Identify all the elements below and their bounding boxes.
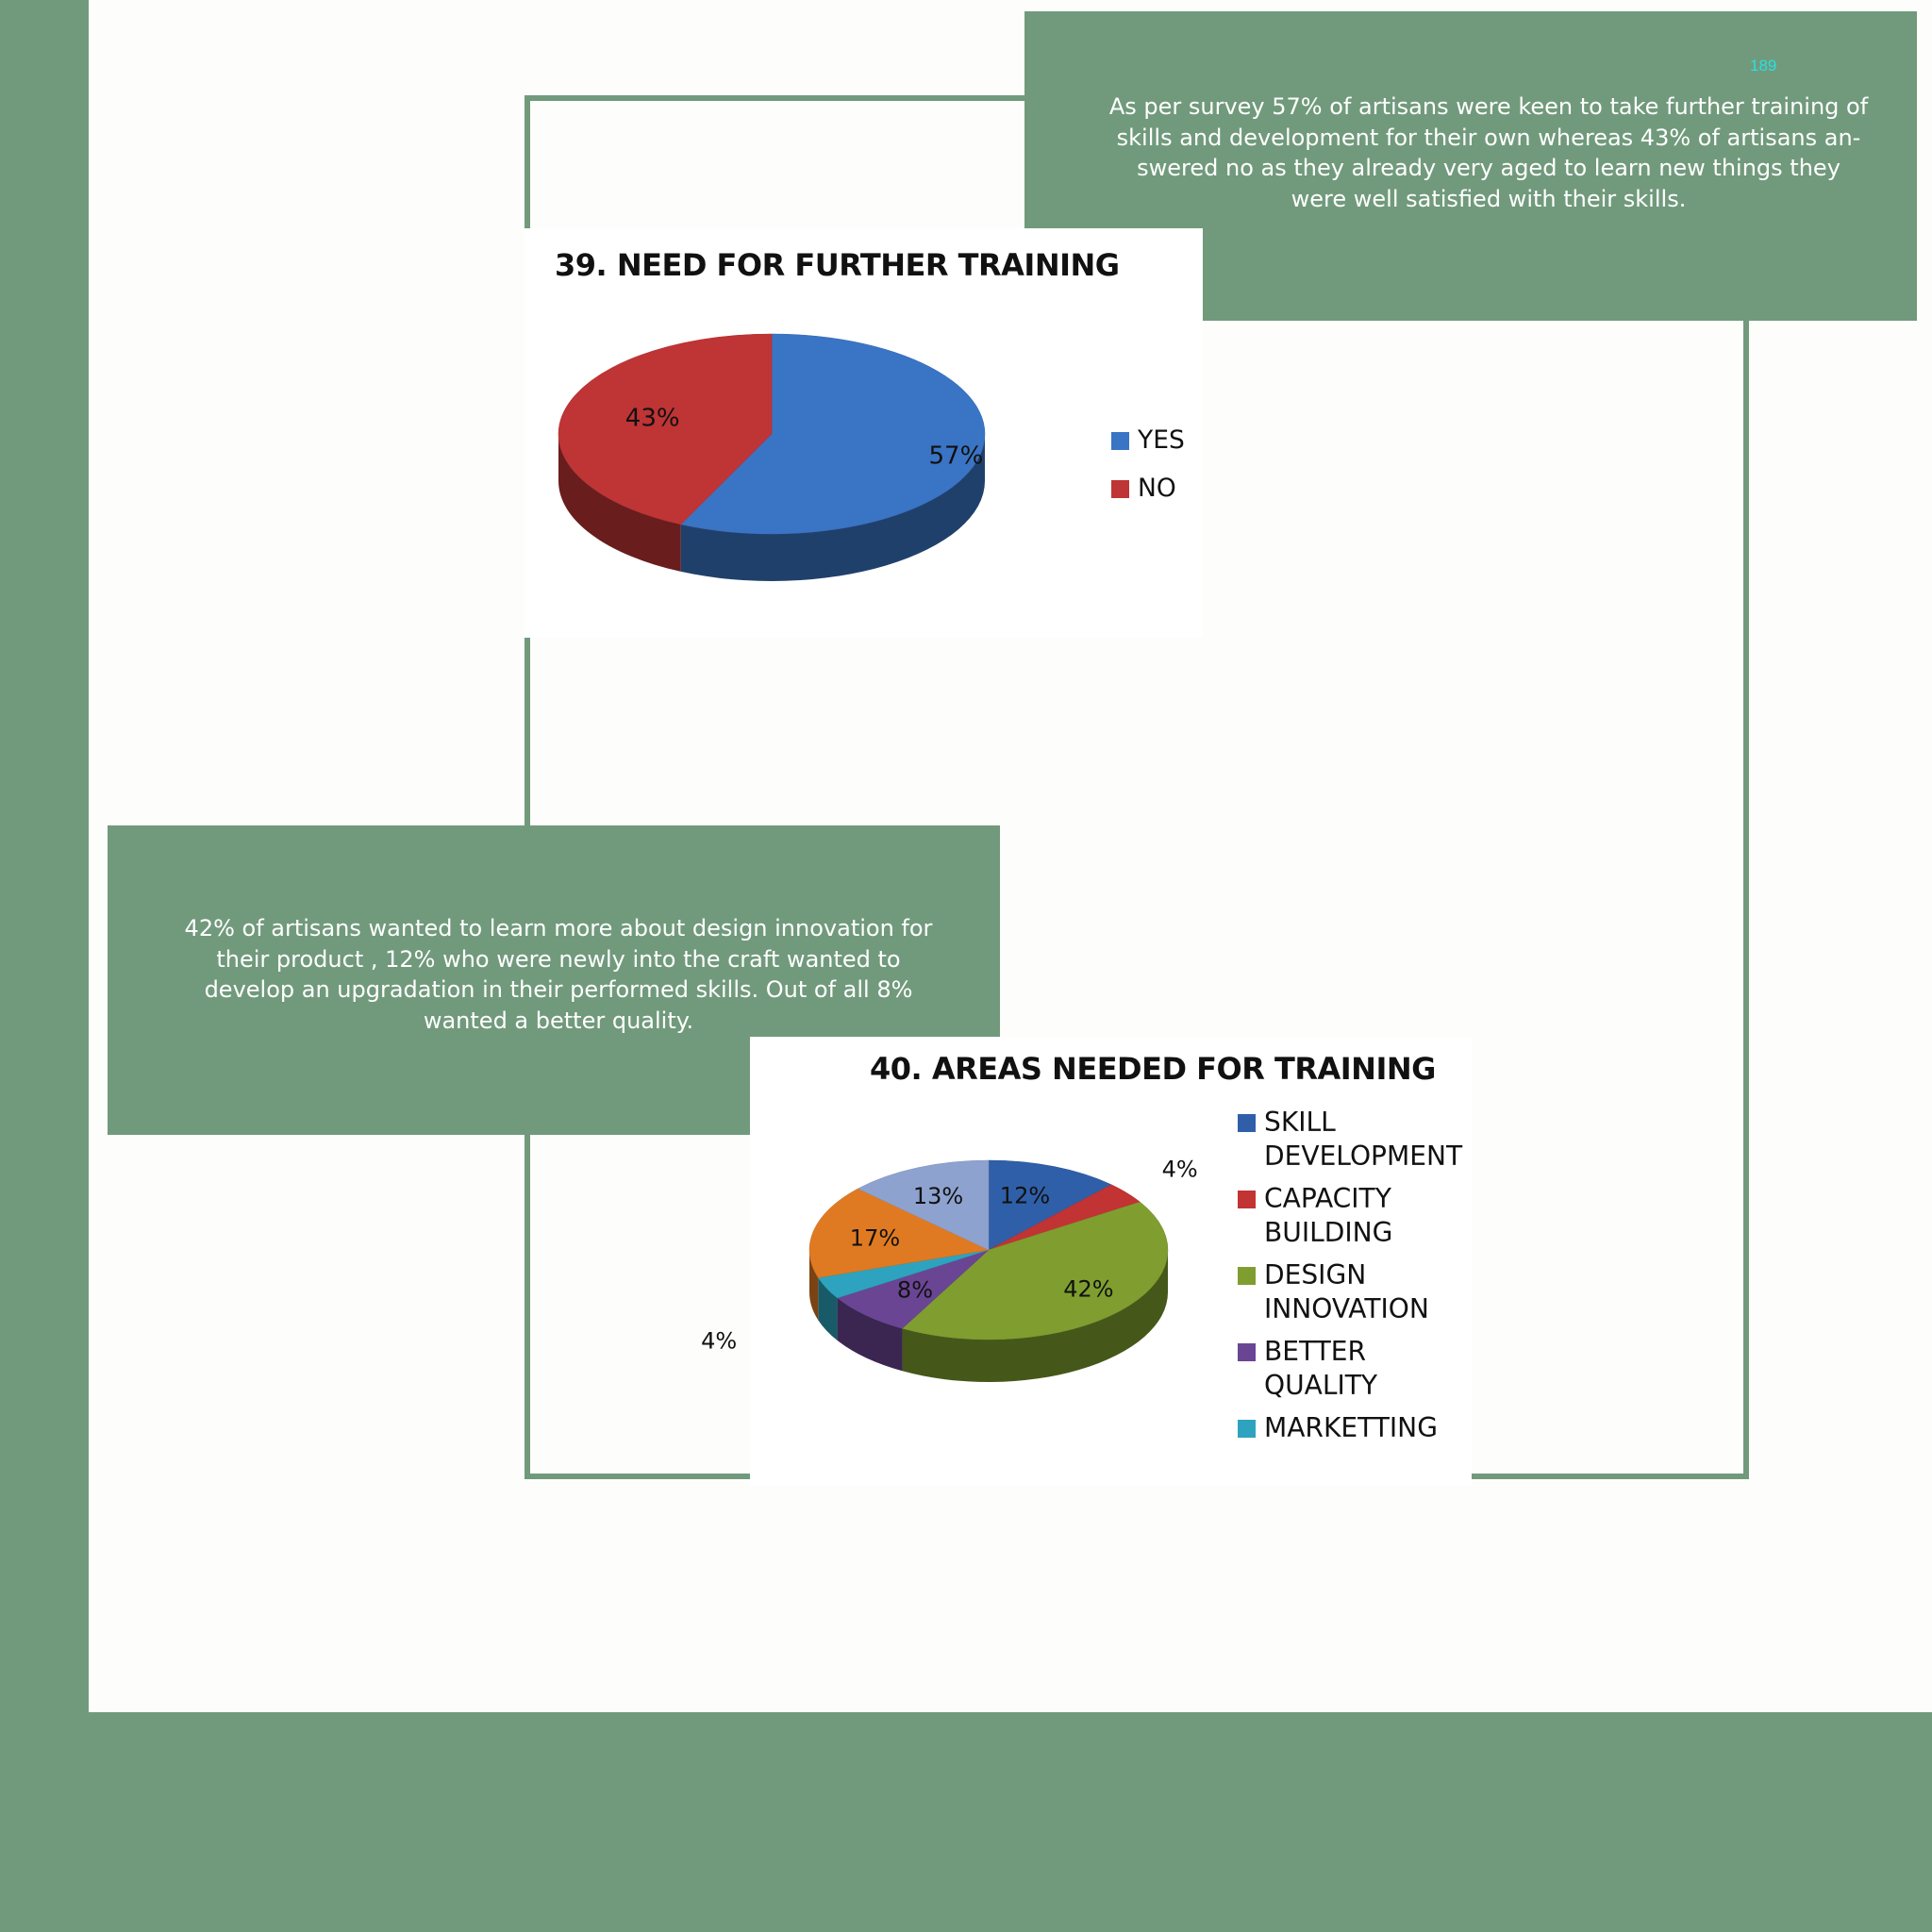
chart2-data-label-0: 12% <box>999 1182 1051 1209</box>
chart1-data-label-0: 57% <box>928 441 984 471</box>
chart1-title: 39. NEED FOR FURTHER TRAINING <box>555 247 1120 283</box>
chart2-pie <box>701 1113 1226 1415</box>
legend2-swatch-4 <box>1238 1420 1256 1438</box>
legend2-entry-2 <box>1238 1258 1429 1326</box>
legend1-entry-1 <box>1111 473 1176 505</box>
bottom-band <box>23 1712 1932 1932</box>
chart2-title: 40. AREAS NEEDED FOR TRAINING <box>870 1051 1436 1087</box>
middle-note-text: 42% of artisans wanted to learn more about design innovation for their product , 12% who were newly into the craft wanted to develop an upgradation in their performed skills. Out of all 8% wanted a better quality. <box>184 915 933 1034</box>
chart2-data-label-2: 42% <box>1063 1275 1114 1303</box>
legend2-entry-4 <box>1238 1411 1438 1445</box>
legend2-swatch-2 <box>1238 1267 1256 1285</box>
middle-note-panel-ext <box>108 1037 750 1135</box>
chart2-data-label-1: 4% <box>1161 1156 1198 1183</box>
legend1-entry-0 <box>1111 425 1185 457</box>
legend2-entry-0 <box>1238 1106 1462 1174</box>
legend2-swatch-0 <box>1238 1114 1256 1132</box>
legend2-entry-1 <box>1238 1182 1392 1250</box>
page-number: 189 <box>1750 57 1777 75</box>
chart2-data-label-4: 4% <box>701 1327 738 1355</box>
legend2-swatch-1 <box>1238 1191 1256 1208</box>
chart2-data-label-5: 17% <box>849 1224 901 1252</box>
chart2-data-label-3: 8% <box>896 1276 934 1304</box>
legend2-label-2: DESIGN INNOVATION <box>1264 1259 1429 1324</box>
legend1-label-0: YES <box>1138 425 1185 455</box>
chart1-pie <box>528 311 1000 594</box>
chart2-data-label-6: 13% <box>912 1183 964 1210</box>
legend2-entry-3 <box>1238 1335 1377 1403</box>
top-note-panel-ext <box>1203 228 1917 321</box>
legend2-label-1: CAPACITY BUILDING <box>1264 1183 1393 1248</box>
legend2-label-3: BETTER QUALITY <box>1264 1336 1378 1401</box>
top-note-text: As per survey 57% of artisans were keen to take further training of skills and development for their own whereas 43% of artisans an-swered no as they already very aged to learn new things they were well satisfied with their skills. <box>1108 93 1869 212</box>
legend1-swatch-1 <box>1111 480 1129 498</box>
legend2-swatch-3 <box>1238 1343 1256 1361</box>
legend2-label-0: SKILL DEVELOPMENT <box>1264 1107 1463 1172</box>
legend2-label-4: MARKETTING <box>1264 1412 1438 1443</box>
legend1-label-1: NO <box>1138 474 1176 503</box>
chart1-data-label-1: 43% <box>625 404 680 433</box>
legend1-swatch-0 <box>1111 432 1129 450</box>
